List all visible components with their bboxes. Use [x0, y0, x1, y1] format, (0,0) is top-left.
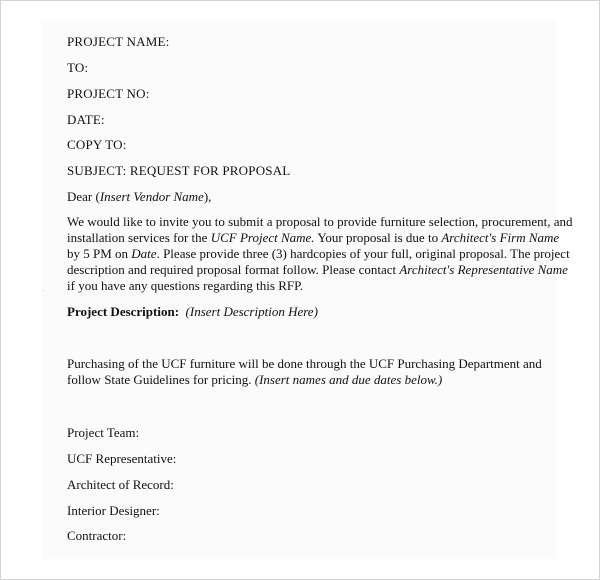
intro-line-3: [67, 246, 570, 262]
role-ucf-representative: UCF Representative:: [67, 451, 177, 466]
salutation: [67, 189, 211, 205]
intro-line-5: if you have any questions regarding this RFP.: [67, 278, 304, 293]
field-project-name: PROJECT NAME:: [67, 34, 170, 49]
intro-text: . Please provide three (3) hardcopies of your full, original proposal. The project: [156, 246, 570, 261]
intro-text: Your proposal is due to: [314, 230, 442, 245]
intro-line-4: [67, 262, 568, 278]
project-description-label: Project Description:: [67, 304, 180, 319]
role-interior-designer: Interior Designer:: [67, 503, 160, 518]
intro-text: description and required proposal format follow. Please contact: [67, 262, 400, 277]
purchasing-line-2: [67, 372, 539, 388]
date-placeholder: Date: [131, 246, 157, 261]
intro-text: by 5 PM on: [67, 246, 132, 261]
firm-name-placeholder: Architect's Firm Name: [441, 230, 560, 245]
purchasing-text: follow State Guidelines for pricing.: [67, 372, 255, 387]
field-date: DATE:: [67, 112, 105, 127]
representative-name-placeholder: Architect's Representative Name: [399, 262, 568, 277]
project-description: [67, 304, 318, 320]
page-speck: [43, 290, 44, 291]
names-dates-placeholder: (Insert names and due dates below.): [254, 372, 443, 387]
project-team-heading: Project Team:: [67, 425, 140, 440]
field-subject: SUBJECT: REQUEST FOR PROPOSAL: [67, 163, 291, 178]
role-architect-of-record: Architect of Record:: [67, 477, 174, 492]
vendor-name-placeholder: Insert Vendor Name: [99, 189, 204, 204]
intro-paragraph: [67, 214, 573, 294]
project-name-placeholder: UCF Project Name.: [210, 230, 315, 245]
salutation-prefix: Dear (: [67, 189, 100, 204]
purchasing-line-1: Purchasing of the UCF furniture will be done through the UCF Purchasing Department and: [67, 356, 542, 371]
salutation-suffix: ),: [203, 189, 212, 204]
purchasing-paragraph: [67, 356, 542, 388]
description-placeholder: (Insert Description Here): [185, 304, 318, 319]
field-project-no: PROJECT NO:: [67, 86, 150, 101]
field-to: TO:: [67, 60, 89, 75]
role-contractor: Contractor:: [67, 528, 127, 543]
intro-line-1: We would like to invite you to submit a proposal to provide furniture selection, procurement, and: [67, 214, 573, 229]
intro-line-2: [67, 230, 560, 246]
intro-text: installation services for the: [67, 230, 211, 245]
field-copy-to: COPY TO:: [67, 137, 127, 152]
